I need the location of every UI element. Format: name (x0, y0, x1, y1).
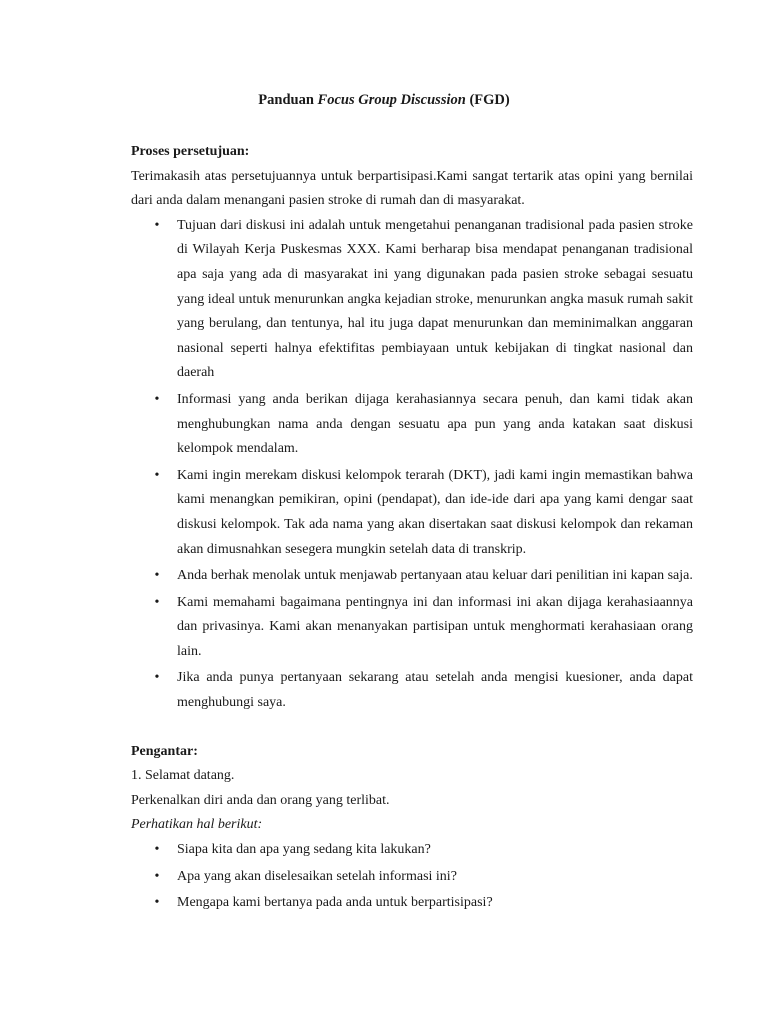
bullet-icon: • (154, 868, 160, 884)
list-item-text: Informasi yang anda berikan dijaga kerahasiannya secara penuh, dan kami tidak akan menghubungkan nama anda dengan sesuatu apa pun yang anda katakan saat diskusi kelompok mendalam. (177, 391, 693, 457)
introduce-line: Perkenalkan diri anda dan orang yang terlibat. (131, 792, 390, 808)
title-suffix: (FGD) (469, 92, 510, 108)
section-spacer (131, 716, 693, 740)
bullet-icon: • (154, 467, 160, 483)
list-item (131, 388, 693, 462)
bullet-icon: • (154, 842, 160, 858)
list-item-text: Siapa kita dan apa yang sedang kita lakukan? (177, 842, 431, 858)
welcome-line: 1. Selamat datang. (131, 768, 235, 784)
list-item-text: Mengapa kami bertanya pada anda untuk berpartisipasi? (177, 895, 493, 911)
bullet-icon: • (154, 895, 160, 911)
list-item-text: Tujuan dari diskusi ini adalah untuk mengetahui penanganan tradisional pada pasien stroke di Wilayah Kerja Puskesmas XXX. Kami berharap bisa mendapat penanganan tradisional apa saja yang ada di masyarakat ini yang digunakan pada pasien stroke sebagai sesuatu yang ideal untuk menurunkan angka kejadian stroke, menurunkan angka masuk rumah sakit yang berulang, dan tentunya, hal itu juga dapat menurunkan dan meminimalkan anggaran nasional seperti halnya efektifitas pembiayaan untuk kebijakan di tingkat nasional dan daerah (177, 217, 693, 381)
list-item (131, 838, 693, 863)
title-emphasis: Focus Group Discussion (317, 92, 466, 108)
list-item (131, 591, 693, 665)
list-item (131, 865, 693, 890)
list-item-text: Apa yang akan diselesaikan setelah informasi ini? (177, 868, 457, 884)
bullet-icon: • (154, 594, 160, 610)
list-item (131, 214, 693, 386)
bullet-icon: • (154, 391, 160, 407)
bullet-icon: • (154, 568, 160, 584)
title-prefix: Panduan (258, 92, 314, 108)
document-body (131, 140, 693, 916)
list-item-text: Kami ingin merekam diskusi kelompok terarah (DKT), jadi kami ingin memastikan bahwa kami menangkan pemikiran, opini (pendapat), dan ide-ide dari apa yang kami dengar saat diskusi kelompok. Tak ada nama yang akan disertakan saat diskusi kelompok dan rekaman akan dimusnahkan sesegera mungkin setelah data di transkrip. (177, 467, 693, 557)
list-item (131, 564, 693, 589)
list-item (131, 464, 693, 562)
intro-bullet-list (131, 838, 693, 916)
list-item-text: Jika anda punya pertanyaan sekarang atau setelah anda mengisi kuesioner, anda dapat menghubungi saya. (177, 670, 693, 711)
list-item (131, 666, 693, 715)
document-title (0, 92, 768, 109)
note-line: Perhatikan hal berikut: (131, 817, 263, 833)
consent-intro: Terimakasih atas persetujuannya untuk berpartisipasi.Kami sangat tertarik atas opini yang bernilai dari anda dalam menangani pasien stroke di rumah dan di masyarakat. (131, 168, 693, 209)
consent-heading: Proses persetujuan: (131, 144, 250, 159)
consent-bullet-list (131, 214, 693, 716)
intro-heading: Pengantar: (131, 743, 198, 759)
list-item-text: Anda berhak menolak untuk menjawab pertanyaan atau keluar dari penilitian ini kapan saja. (177, 568, 693, 584)
bullet-icon: • (154, 670, 160, 686)
list-item-text: Kami memahami bagaimana pentingnya ini dan informasi ini akan dijaga kerahasiaannya dan privasinya. Kami akan menanyakan partisipan untuk menghormati kerahasiaan orang lain. (177, 594, 693, 659)
bullet-icon: • (154, 217, 160, 233)
list-item (131, 891, 693, 916)
